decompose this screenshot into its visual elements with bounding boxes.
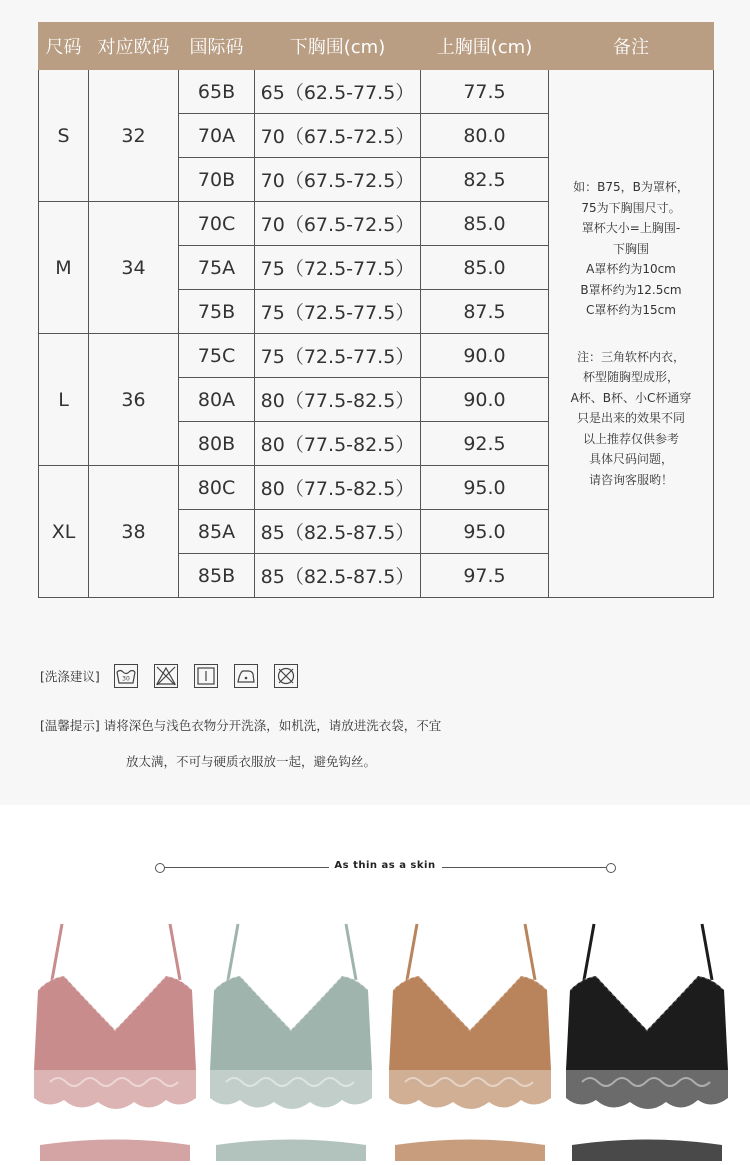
banner-right-line — [442, 867, 606, 868]
header-notes: 备注 — [549, 23, 714, 70]
header-eu-size: 对应欧码 — [89, 23, 179, 70]
tips-line1: 请将深色与浅色衣物分开洗涤，如机洗，请放进洗衣袋，不宜 — [103, 718, 442, 733]
bust-cell: 95.0 — [421, 466, 549, 510]
underbust-cell: 80（77.5-82.5） — [255, 422, 421, 466]
eu-size-cell: 38 — [89, 466, 179, 598]
bust-cell: 87.5 — [421, 290, 549, 334]
size-cell: M — [39, 202, 89, 334]
product-image-caramel[interactable] — [385, 920, 555, 1161]
iron-low-icon — [234, 664, 258, 688]
notes-cell — [549, 70, 714, 598]
bust-cell: 95.0 — [421, 510, 549, 554]
banner-title: As thin as a skin — [334, 860, 436, 871]
bust-cell: 85.0 — [421, 202, 549, 246]
underbust-cell: 65（62.5-77.5） — [255, 70, 421, 114]
bust-cell: 92.5 — [421, 422, 549, 466]
wash-temp-label: 30 — [121, 675, 130, 683]
bust-cell: 77.5 — [421, 70, 549, 114]
size-cell: L — [39, 334, 89, 466]
underbust-cell: 85（82.5-87.5） — [255, 554, 421, 598]
intl-size-cell: 70A — [179, 114, 255, 158]
intl-size-cell: 85B — [179, 554, 255, 598]
bust-cell: 80.0 — [421, 114, 549, 158]
intl-size-cell: 65B — [179, 70, 255, 114]
underbust-cell: 85（82.5-87.5） — [255, 510, 421, 554]
underbust-cell: 70（67.5-72.5） — [255, 158, 421, 202]
intl-size-cell: 80B — [179, 422, 255, 466]
intl-size-cell: 85A — [179, 510, 255, 554]
care-label: [洗涤建议] — [40, 669, 100, 684]
size-table — [38, 22, 714, 598]
eu-size-cell: 32 — [89, 70, 179, 202]
intl-size-cell: 70C — [179, 202, 255, 246]
tips-label: [温馨提示] — [40, 718, 100, 733]
underbust-cell: 75（72.5-77.5） — [255, 246, 421, 290]
intl-size-cell: 75A — [179, 246, 255, 290]
product-image-sage[interactable] — [206, 920, 376, 1161]
underbust-cell: 75（72.5-77.5） — [255, 334, 421, 378]
table-row — [39, 70, 714, 114]
care-instructions — [40, 664, 314, 688]
note-cup-explanation: 如：B75，B为罩杯， 75为下胸围尺寸。 罩杯大小=上胸围- 下胸围 A罩杯约为10cm B罩杯约为12.5cm C罩杯约为15cm — [573, 180, 689, 317]
size-cell: S — [39, 70, 89, 202]
intl-size-cell: 80A — [179, 378, 255, 422]
size-cell: XL — [39, 466, 89, 598]
bust-cell: 90.0 — [421, 334, 549, 378]
table-header-row — [39, 23, 714, 70]
care-tips — [40, 708, 441, 780]
underbust-cell: 70（67.5-72.5） — [255, 202, 421, 246]
header-bust: 上胸围(cm) — [421, 23, 549, 70]
header-intl-size: 国际码 — [179, 23, 255, 70]
tips-line2: 放太满，不可与硬质衣服放一起，避免钩丝。 — [126, 754, 377, 769]
section-banner — [155, 858, 615, 878]
intl-size-cell: 75B — [179, 290, 255, 334]
bust-cell: 82.5 — [421, 158, 549, 202]
note-fit-advice: 注：三角软杯内衣， 杯型随胸型成形， A杯、B杯、小C杯通穿 只是出来的效果不同 以上推荐仅供参考 具体尺码问题， 请咨询客服哟！ — [570, 349, 692, 487]
wash-30-icon — [114, 664, 138, 688]
product-image-pink[interactable] — [30, 920, 200, 1161]
eu-size-cell: 34 — [89, 202, 179, 334]
banner-right-dot — [606, 863, 616, 873]
intl-size-cell: 70B — [179, 158, 255, 202]
underbust-cell: 80（77.5-82.5） — [255, 378, 421, 422]
bust-cell: 85.0 — [421, 246, 549, 290]
product-gallery — [0, 920, 750, 1161]
underbust-cell: 70（67.5-72.5） — [255, 114, 421, 158]
no-bleach-icon — [154, 664, 178, 688]
product-image-black[interactable] — [562, 920, 732, 1161]
eu-size-cell: 36 — [89, 334, 179, 466]
bust-cell: 90.0 — [421, 378, 549, 422]
intl-size-cell: 75C — [179, 334, 255, 378]
intl-size-cell: 80C — [179, 466, 255, 510]
underbust-cell: 75（72.5-77.5） — [255, 290, 421, 334]
header-underbust: 下胸围(cm) — [255, 23, 421, 70]
tumble-dry-icon — [194, 664, 218, 688]
no-dry-clean-icon — [274, 664, 298, 688]
bust-cell: 97.5 — [421, 554, 549, 598]
header-size: 尺码 — [39, 23, 89, 70]
underbust-cell: 80（77.5-82.5） — [255, 466, 421, 510]
